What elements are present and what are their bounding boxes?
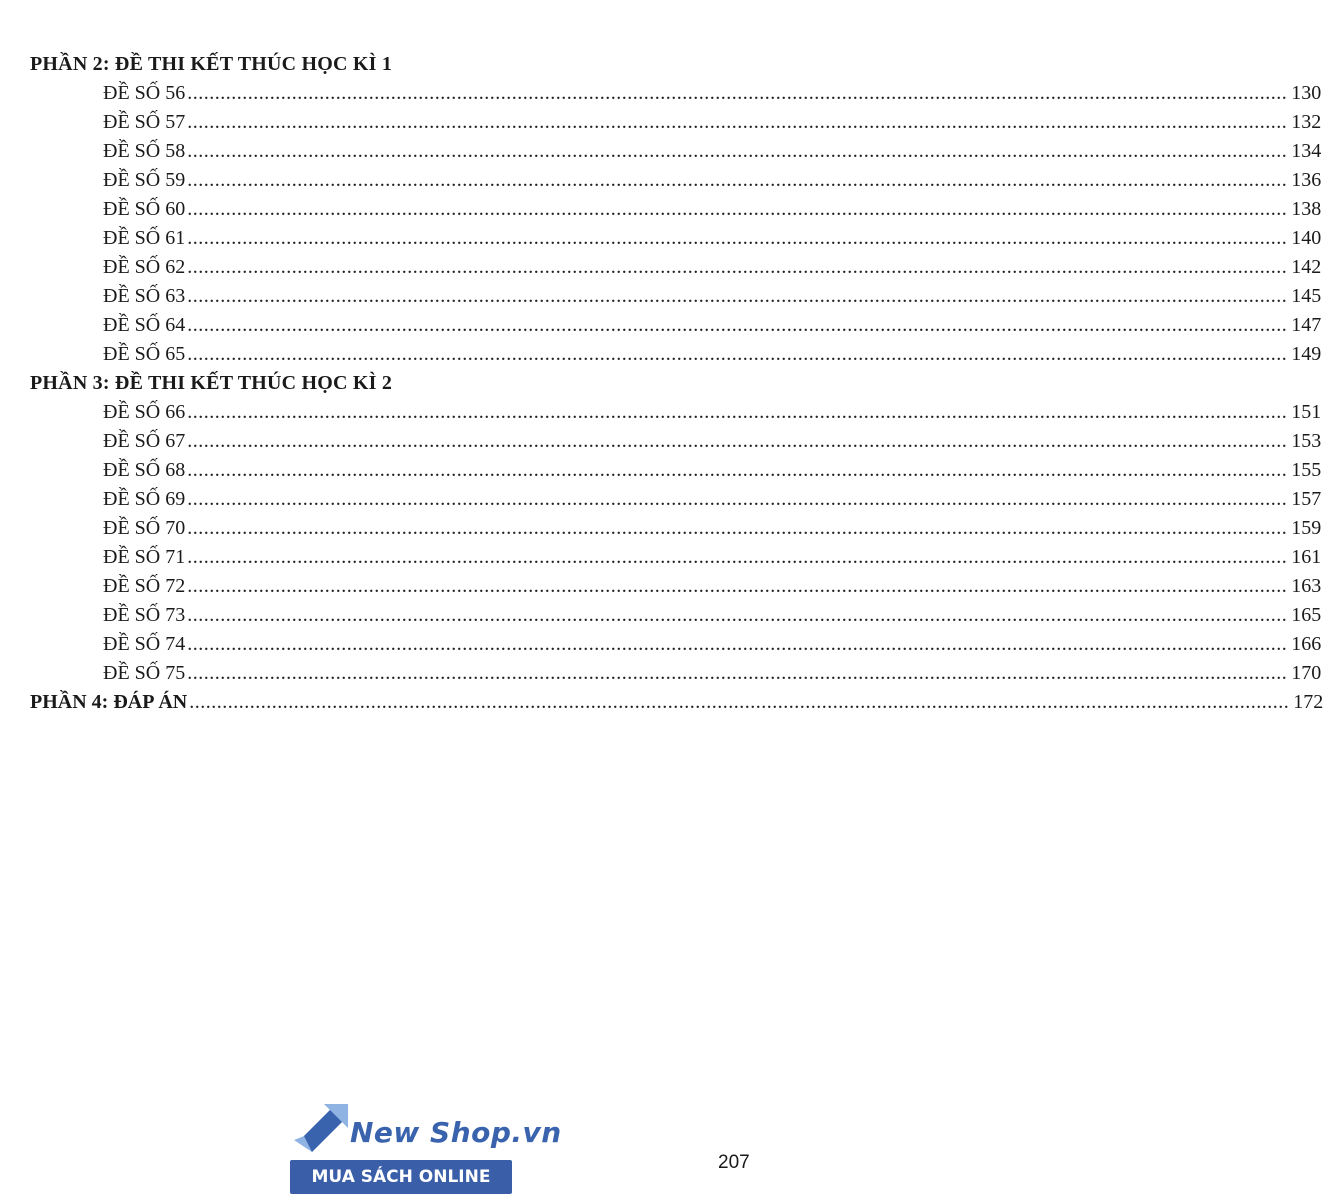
leader-dots: ........................................................................................................................................................................................................ [187,604,1288,626]
leader-dots: ........................................................................................................................................................................................................ [187,314,1288,336]
toc-entry-label: ĐỀ SỐ 61 [103,227,186,249]
toc-entry [30,224,1322,253]
toc-entry-label: ĐỀ SỐ 70 [103,517,186,539]
toc-entry-page-number: 153 [1291,430,1322,452]
leader-dots: ........................................................................................................................................................................................................ [187,256,1288,278]
leader-dots: ........................................................................................................................................................................................................ [187,401,1288,423]
leader-dots: ........................................................................................................................................................................................................ [187,169,1288,191]
leader-dots: ........................................................................................................................................................................................................ [187,198,1288,220]
table-of-contents [30,50,1323,717]
toc-entry-label: ĐỀ SỐ 63 [103,285,186,307]
toc-entry-page-number: 157 [1291,488,1322,510]
toc-entry-label: ĐỀ SỐ 68 [103,459,186,481]
logo-brand-text: New Shop.vn [350,1116,562,1149]
toc-entry-page-number: 165 [1291,604,1322,626]
toc-entry-label: ĐỀ SỐ 64 [103,314,186,336]
toc-entry-page-number: 155 [1291,459,1322,481]
toc-entry-label: ĐỀ SỐ 59 [103,169,186,191]
leader-dots: ........................................................................................................................................................................................................ [187,633,1288,655]
toc-entry [30,340,1322,369]
toc-entry [30,427,1322,456]
newshop-logo [290,1100,562,1196]
leader-dots: ........................................................................................................................................................................................................ [187,111,1288,133]
part4-label: PHẦN 4: ĐÁP ÁN [30,691,188,713]
part4-page-number: 172 [1293,691,1323,713]
toc-entry-page-number: 166 [1291,633,1322,655]
toc-entry [30,195,1322,224]
toc-entry-page-number: 138 [1291,198,1322,220]
toc-entry-label: ĐỀ SỐ 74 [103,633,186,655]
toc-entry [30,282,1322,311]
leader-dots: ........................................................................................................................................................................................................ [187,227,1288,249]
toc-entry-page-number: 130 [1291,82,1322,104]
toc-entry-label: ĐỀ SỐ 67 [103,430,186,452]
toc-entry-label: ĐỀ SỐ 71 [103,546,186,568]
toc-entry-page-number: 132 [1291,111,1322,133]
toc-entry-page-number: 159 [1291,517,1322,539]
leader-dots: ........................................................................................................................................................................................................ [187,488,1288,510]
leader-dots: ........................................................................................................................................................................................................ [187,140,1288,162]
toc-entry-page-number: 170 [1291,662,1322,684]
arrow-logo-icon [290,1100,350,1156]
toc-entry [30,601,1322,630]
leader-dots: ........................................................................................................................................................................................................ [189,691,1290,713]
leader-dots: ........................................................................................................................................................................................................ [187,82,1288,104]
toc-entry-page-number: 140 [1291,227,1322,249]
toc-entry-page-number: 134 [1291,140,1322,162]
toc-entry [30,166,1322,195]
toc-entry [30,398,1322,427]
part3-entries [30,398,1322,688]
part3-title: PHẦN 3: ĐỀ THI KẾT THÚC HỌC KÌ 2 [30,372,393,394]
toc-entry-label: ĐỀ SỐ 60 [103,198,186,220]
page-number: 207 [718,1152,750,1173]
leader-dots: ........................................................................................................................................................................................................ [187,430,1288,452]
toc-entry-label: ĐỀ SỐ 66 [103,401,186,423]
toc-entry-label: ĐỀ SỐ 58 [103,140,186,162]
toc-entry-label: ĐỀ SỐ 73 [103,604,186,626]
leader-dots: ........................................................................................................................................................................................................ [187,546,1288,568]
toc-entry [30,137,1322,166]
toc-entry [30,79,1322,108]
toc-entry-label: ĐỀ SỐ 65 [103,343,186,365]
toc-entry-page-number: 149 [1291,343,1322,365]
part2-title: PHẦN 2: ĐỀ THI KẾT THÚC HỌC KÌ 1 [30,53,393,75]
toc-entry [30,630,1322,659]
toc-entry-page-number: 161 [1291,546,1322,568]
leader-dots: ........................................................................................................................................................................................................ [187,517,1288,539]
toc-entry [30,514,1322,543]
toc-entry-page-number: 151 [1291,401,1322,423]
toc-entry [30,485,1322,514]
toc-entry-label: ĐỀ SỐ 69 [103,488,186,510]
toc-entry [30,543,1322,572]
toc-entry [30,659,1322,688]
leader-dots: ........................................................................................................................................................................................................ [187,459,1288,481]
toc-entry-label: ĐỀ SỐ 56 [103,82,186,104]
toc-entry-label: ĐỀ SỐ 75 [103,662,186,684]
toc-entry-label: ĐỀ SỐ 62 [103,256,186,278]
logo-tagline: MUA SÁCH ONLINE [290,1160,512,1194]
part4-entry [30,688,1323,717]
toc-entry-label: ĐỀ SỐ 72 [103,575,186,597]
toc-entry [30,572,1322,601]
leader-dots: ........................................................................................................................................................................................................ [187,343,1288,365]
toc-entry [30,108,1322,137]
leader-dots: ........................................................................................................................................................................................................ [187,662,1288,684]
toc-entry-page-number: 136 [1291,169,1322,191]
leader-dots: ........................................................................................................................................................................................................ [187,575,1288,597]
toc-entry-page-number: 163 [1291,575,1322,597]
toc-entry-page-number: 145 [1291,285,1322,307]
toc-entry [30,311,1322,340]
leader-dots: ........................................................................................................................................................................................................ [187,285,1288,307]
toc-entry-label: ĐỀ SỐ 57 [103,111,186,133]
toc-entry-page-number: 147 [1291,314,1322,336]
toc-entry-page-number: 142 [1291,256,1322,278]
part2-entries [30,79,1322,369]
toc-entry [30,253,1322,282]
toc-entry [30,456,1322,485]
